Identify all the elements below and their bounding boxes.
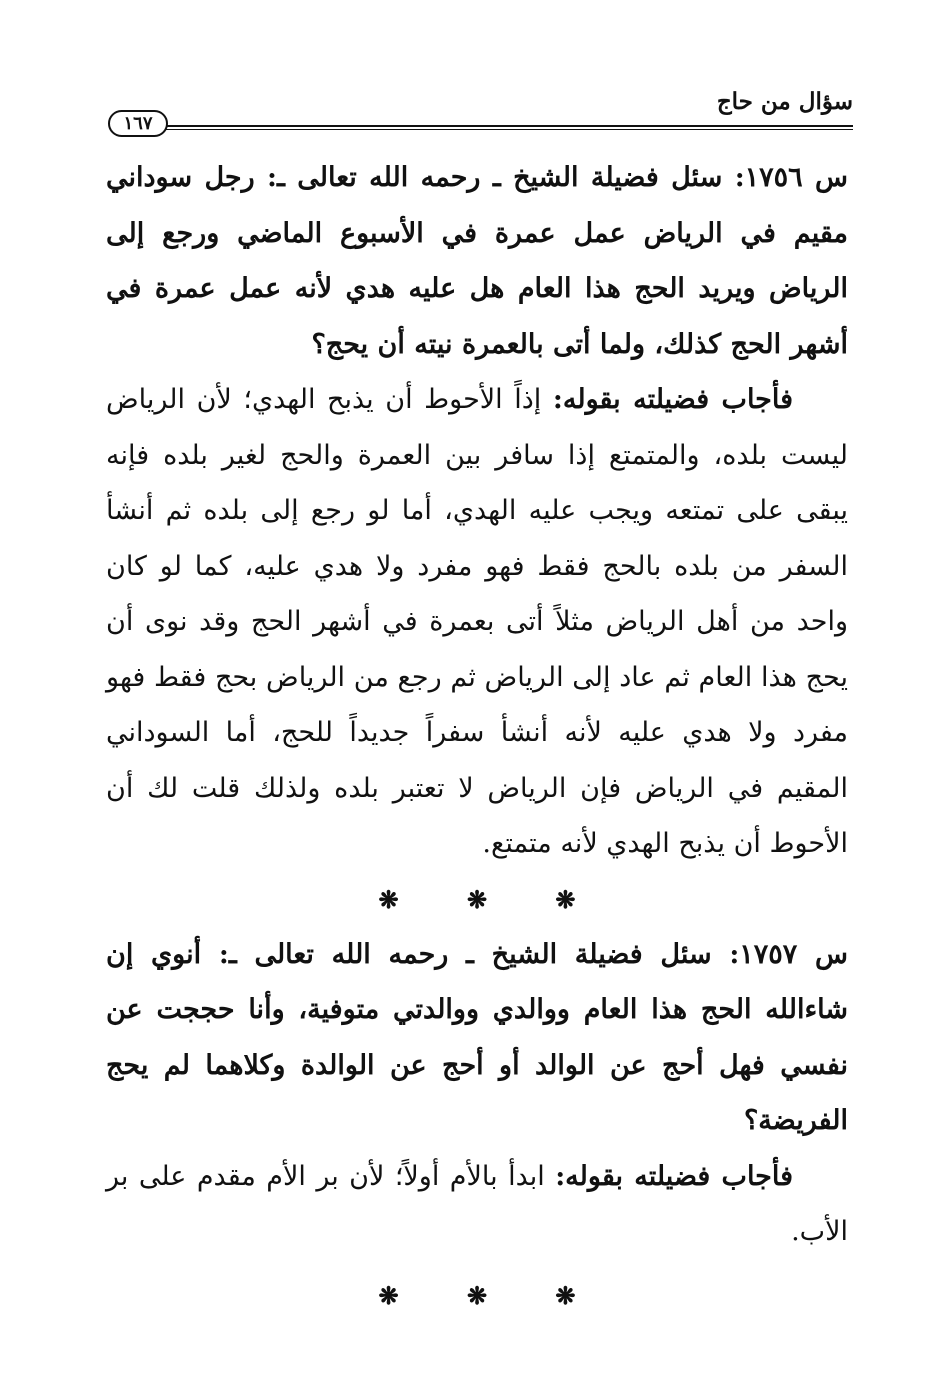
question-1756 <box>106 150 848 372</box>
star-ornament: ❋ <box>378 1280 399 1310</box>
answer-lead: فأجاب فضيلته بقوله: <box>555 1160 793 1192</box>
question-text: سئل فضيلة الشيخ ـ رحمه الله تعالى ـ: أنوي إن شاءالله الحج هذا العام ووالدي ووالدتي متوفية، وأنا حججت عن نفسي فهل أحج عن الوالد أو أحج عن الوالدة وكلاهما لم يحج الفريضة؟ <box>106 938 848 1136</box>
star-ornament: ❋ <box>378 884 399 914</box>
star-ornament: ❋ <box>555 884 576 914</box>
answer-lead: فأجاب فضيلته بقوله: <box>552 384 793 415</box>
answer-text: إذاً الأحوط أن يذبح الهدي؛ لأن الرياض ليست بلده، والمتمتع إذا سافر بين العمرة والحج لغير بلده فإنه يبقى على تمتعه ويجب عليه الهدي، أما لو رجع إلى بلده ثم أنشأ السفر من بلده بالحج فقط فهو مفرد ولا هدي عليه، كما لو كان واحد من أهل الرياض مثلاً أتى بعمرة في أشهر الحج وقد نوى أن يحج هذا العام ثم عاد إلى الرياض ثم رجع من الرياض بحج فقط فهو مفرد ولا هدي عليه لأنه أنشأ سفراً جديداً للحج، أما السوداني المقيم في الرياض فإن الرياض لا تعتبر بلده ولذلك قلت لك أن الأحوط أن يذبح الهدي لأنه متمتع. <box>106 384 848 859</box>
star-ornament: ❋ <box>466 1280 488 1310</box>
running-title: سؤال من حاج <box>716 88 853 115</box>
page-number: ١٦٧ <box>108 110 168 137</box>
question-1757 <box>106 927 848 1149</box>
question-number: س ١٧٥٧: <box>729 938 848 970</box>
page-header <box>108 88 853 138</box>
star-ornament: ❋ <box>466 884 488 914</box>
answer-1756 <box>106 372 848 872</box>
star-ornament: ❋ <box>555 1280 576 1310</box>
page-body <box>106 150 848 1323</box>
question-text: سئل فضيلة الشيخ ـ رحمه الله تعالى ـ: رجل سوداني مقيم في الرياض عمل عمرة في الأسبوع الماضي ورجع إلى الرياض ويريد الحج هذا العام هل عليه هدي لأنه عمل عمرة في أشهر الحج كذلك، ولما أتى بالعمرة نيته أن يحج؟ <box>106 162 848 360</box>
section-separator <box>106 872 848 927</box>
answer-1757 <box>106 1149 848 1260</box>
answer-text: ابدأ بالأم أولاً؛ لأن بر الأم مقدم على بر الأب. <box>106 1160 848 1247</box>
section-separator <box>106 1268 848 1323</box>
header-rule <box>166 125 853 130</box>
question-number: س ١٧٥٦: <box>734 162 849 193</box>
